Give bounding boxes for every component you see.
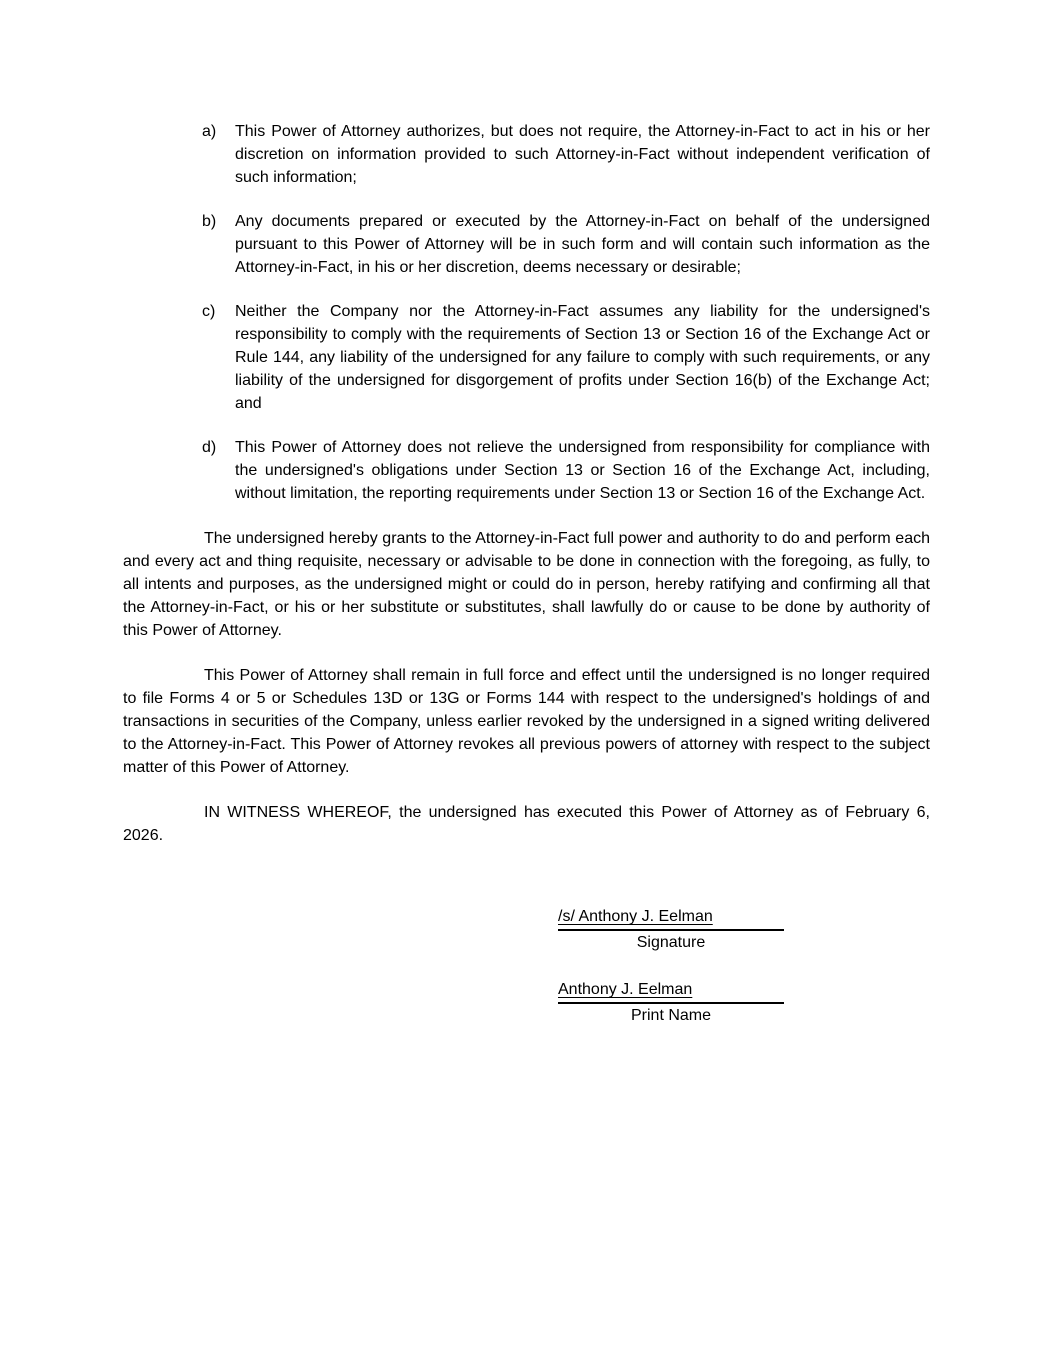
list-item-c	[123, 300, 930, 415]
print-name-label: Print Name	[630, 1007, 712, 1024]
paragraph-duration-revocation: This Power of Attorney shall remain in full force and effect until the undersigned is no longer required to file Forms 4 or 5 or Schedules 13D or 13G or Forms 144 with respect to the undersigned's holdings of and transactions in securities of the Company, unless earlier revoked by the undersigned in a signed writing delivered to the Attorney-in-Fact. This Power of Attorney revokes all previous powers of attorney with respect to the subject matter of this Power of Attorney.	[123, 667, 930, 776]
list-text-c: Neither the Company nor the Attorney-in-Fact assumes any liability for the undersigned's responsibility to comply with the requirements of Section 13 or Section 16 of the Exchange Act or Rule 144, any liability of the undersigned for any failure to comply with such requirements, or any liability of the undersigned for disgorgement of profits under Section 16(b) of the Exchange Act; and	[235, 303, 930, 412]
document-content	[123, 120, 930, 1027]
signature-block	[558, 905, 784, 1027]
paragraph-witness-clause: IN WITNESS WHEREOF, the undersigned has executed this Power of Attorney as of February 6, 2026.	[123, 804, 930, 844]
list-marker-c: c)	[202, 303, 216, 320]
conditions-list	[123, 120, 930, 505]
signature-entry	[558, 905, 784, 954]
paragraph-grant-of-authority: The undersigned hereby grants to the Attorney-in-Fact full power and authority to do and perform each and every act and thing requisite, necessary or advisable to be done in connection with the foregoing, as fully, to all intents and purposes, as the undersigned might or could do in person, hereby ratifying and confirming all that the Attorney-in-Fact, or his or her substitute or substitutes, shall lawfully do or cause to be done by authority of this Power of Attorney.	[123, 530, 930, 639]
list-item-a	[123, 120, 930, 189]
list-marker-a: a)	[202, 123, 217, 140]
signature-label: Signature	[636, 934, 706, 951]
list-marker-b: b)	[202, 213, 217, 230]
list-text-d: This Power of Attorney does not relieve the undersigned from responsibility for compliance with the undersigned's obligations under Section 13 or Section 16 of the Exchange Act, including, without limitation, the reporting requirements under Section 13 or Section 16 of the Exchange Act.	[235, 439, 930, 502]
list-item-d	[123, 436, 930, 505]
print-name-line: Anthony J. Eelman	[558, 978, 784, 1004]
list-marker-d: d)	[202, 439, 217, 456]
list-text-a: This Power of Attorney authorizes, but does not require, the Attorney-in-Fact to act in his or her discretion on information provided to such Attorney-in-Fact without independent verification of such information;	[235, 123, 930, 186]
list-text-b: Any documents prepared or executed by the Attorney-in-Fact on behalf of the undersigned pursuant to this Power of Attorney will be in such form and will contain such information as the Attorney-in-Fact, in his or her discretion, deems necessary or desirable;	[235, 213, 930, 276]
signature-line: /s/ Anthony J. Eelman	[558, 905, 784, 931]
print-name-entry	[558, 978, 784, 1027]
list-item-b	[123, 210, 930, 279]
